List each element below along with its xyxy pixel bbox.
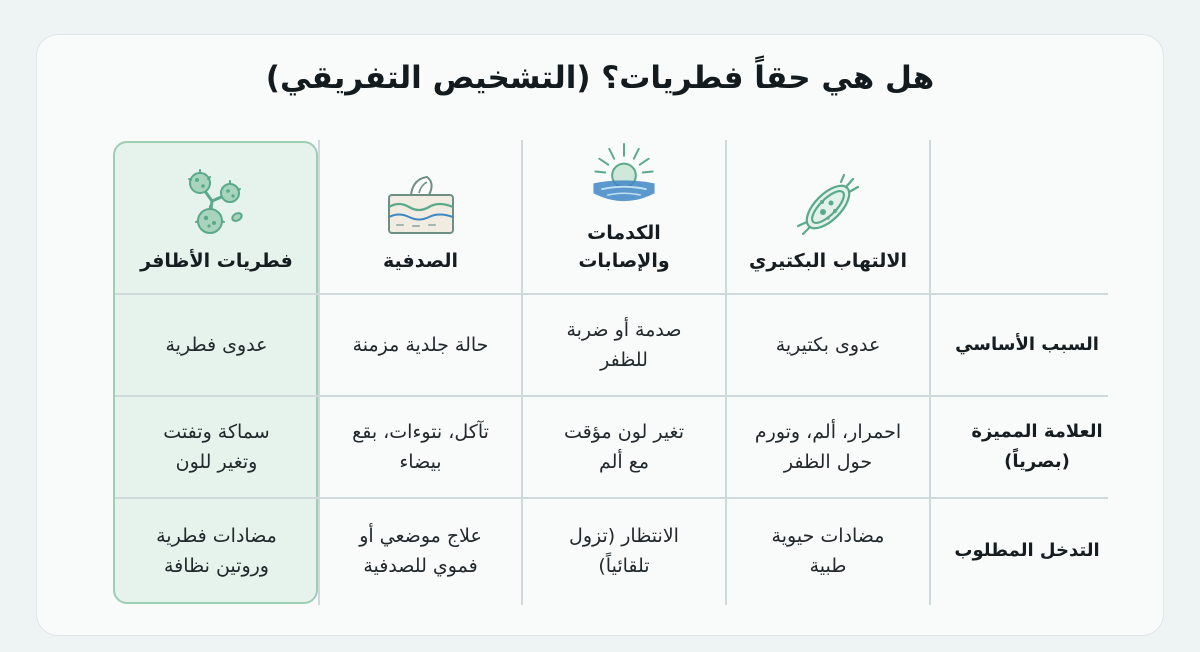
table-cell: سماكة وتفتت وتغير للون xyxy=(163,421,270,473)
table-cell: احمرار، ألم، وتورم حول الظفر xyxy=(754,421,902,473)
impact-bruise-icon xyxy=(587,140,661,209)
table-cell: عدوى فطرية xyxy=(165,334,268,356)
column-label: الصدفية xyxy=(382,250,459,272)
bacteria-icon xyxy=(793,173,863,237)
skin-layer-icon xyxy=(383,173,459,237)
table-cell: الانتظار (تزول تلقائياً) xyxy=(569,525,679,577)
row-label: السبب الأساسي xyxy=(955,334,1099,355)
table-cell: تآكل، نتوءات، بقع بيضاء xyxy=(352,421,489,473)
fungus-spores-icon xyxy=(180,165,254,237)
table-cell: حالة جلدية مزمنة xyxy=(352,334,489,356)
column-header-psoriasis xyxy=(320,140,521,293)
column-label: فطريات الأظافر xyxy=(140,250,293,272)
column-label: الكدمات والإصابات xyxy=(578,222,670,272)
column-label: الالتهاب البكتيري xyxy=(748,250,908,272)
table-cell: صدمة أو ضربة للظفر xyxy=(566,319,682,371)
column-header-bacterial xyxy=(727,140,929,293)
table-cell: مضادات فطرية وروتين نظافة xyxy=(156,525,277,577)
table-cell: علاج موضعي أو فموي للصدفية xyxy=(359,525,482,577)
table-cell: تغير لون مؤقت مع ألم xyxy=(563,421,685,473)
table-cell: مضادات حيوية طبية xyxy=(771,525,885,577)
row-label: التدخل المطلوب xyxy=(954,540,1100,561)
page-title: هل هي حقاً فطريات؟ (التشخيص التفريقي) xyxy=(265,60,935,96)
column-header-trauma xyxy=(523,140,725,293)
column-header-fungal xyxy=(115,140,318,293)
table-cell: عدوى بكتيرية xyxy=(775,334,881,356)
row-label: العلامة المميزة (بصرياً) xyxy=(971,421,1103,472)
